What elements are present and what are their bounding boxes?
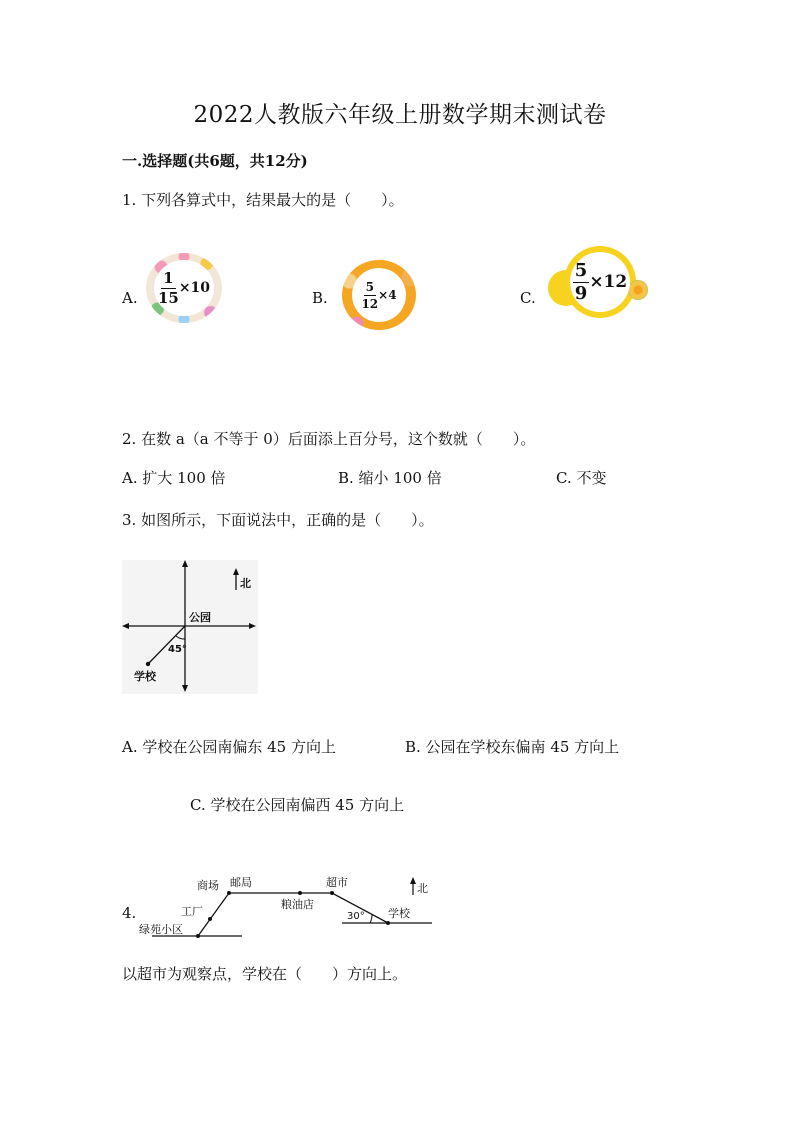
q1-c-numerator: 5 — [574, 259, 588, 281]
q1-a-denominator: 15 — [157, 288, 179, 307]
q1-option-a-letter: A. — [122, 289, 138, 307]
q4-route-figure — [132, 868, 438, 942]
q1-b-numerator: 5 — [365, 279, 374, 294]
flower-decoration-icon — [628, 280, 648, 300]
q4-school-label: 学校 — [388, 907, 410, 920]
q3-school-label: 学校 — [134, 670, 156, 683]
page-title: 2022人教版六年级上册数学期末测试卷 — [193, 102, 607, 128]
q4-north-label: 北 — [417, 882, 428, 895]
q1-c-denominator: 9 — [574, 282, 588, 304]
q3-option-b: B. 公园在学校东偏南 45 方向上 — [405, 738, 620, 756]
question-4-text: 以超市为观察点，学校在（ ）方向上。 — [122, 965, 408, 983]
q4-factory-label: 工厂 — [181, 905, 203, 918]
q1-option-b-letter: B. — [312, 289, 328, 307]
question-4-number: 4. — [122, 904, 137, 922]
q1-b-operator: ×4 — [378, 288, 397, 302]
q1-a-numerator: 1 — [163, 268, 174, 287]
question-1-text: 1. 下列各算式中，结果最大的是（ ）。 — [122, 191, 404, 209]
q1-b-denominator: 12 — [361, 296, 379, 311]
q3-option-a: A. 学校在公园南偏东 45 方向上 — [122, 738, 336, 756]
q4-angle-label: 30° — [347, 911, 365, 922]
q1-option-b-badge — [330, 258, 428, 330]
q4-community-label: 绿苑小区 — [139, 923, 183, 936]
q4-mall-label: 商场 — [197, 879, 219, 892]
q4-supermarket-label: 超市 — [326, 876, 348, 889]
question-3-text: 3. 如图所示，下面说法中，正确的是（ ）。 — [122, 511, 434, 529]
q4-post-label: 邮局 — [230, 876, 252, 889]
question-2-text: 2. 在数 a（a 不等于 0）后面添上百分号，这个数就（ ）。 — [122, 430, 536, 448]
q2-option-a: A. 扩大 100 倍 — [122, 469, 226, 487]
q1-option-c-letter: C. — [520, 289, 536, 307]
q4-grain-store-label: 粮油店 — [281, 898, 314, 911]
q3-angle-label: 45° — [168, 644, 187, 655]
q3-north-label: 北 — [240, 577, 251, 590]
q2-option-c: C. 不变 — [556, 469, 607, 487]
q1-option-c-badge — [546, 246, 652, 322]
q2-option-b: B. 缩小 100 倍 — [338, 469, 442, 487]
q3-option-c: C. 学校在公园南偏西 45 方向上 — [190, 796, 405, 814]
q3-park-label: 公园 — [189, 611, 211, 624]
q1-a-operator: ×10 — [178, 280, 211, 296]
section-heading: 一.选择题(共6题，共12分) — [122, 152, 308, 170]
q1-c-operator: ×12 — [589, 272, 628, 292]
q1-option-a-badge — [146, 253, 222, 323]
q3-direction-figure — [122, 560, 258, 694]
